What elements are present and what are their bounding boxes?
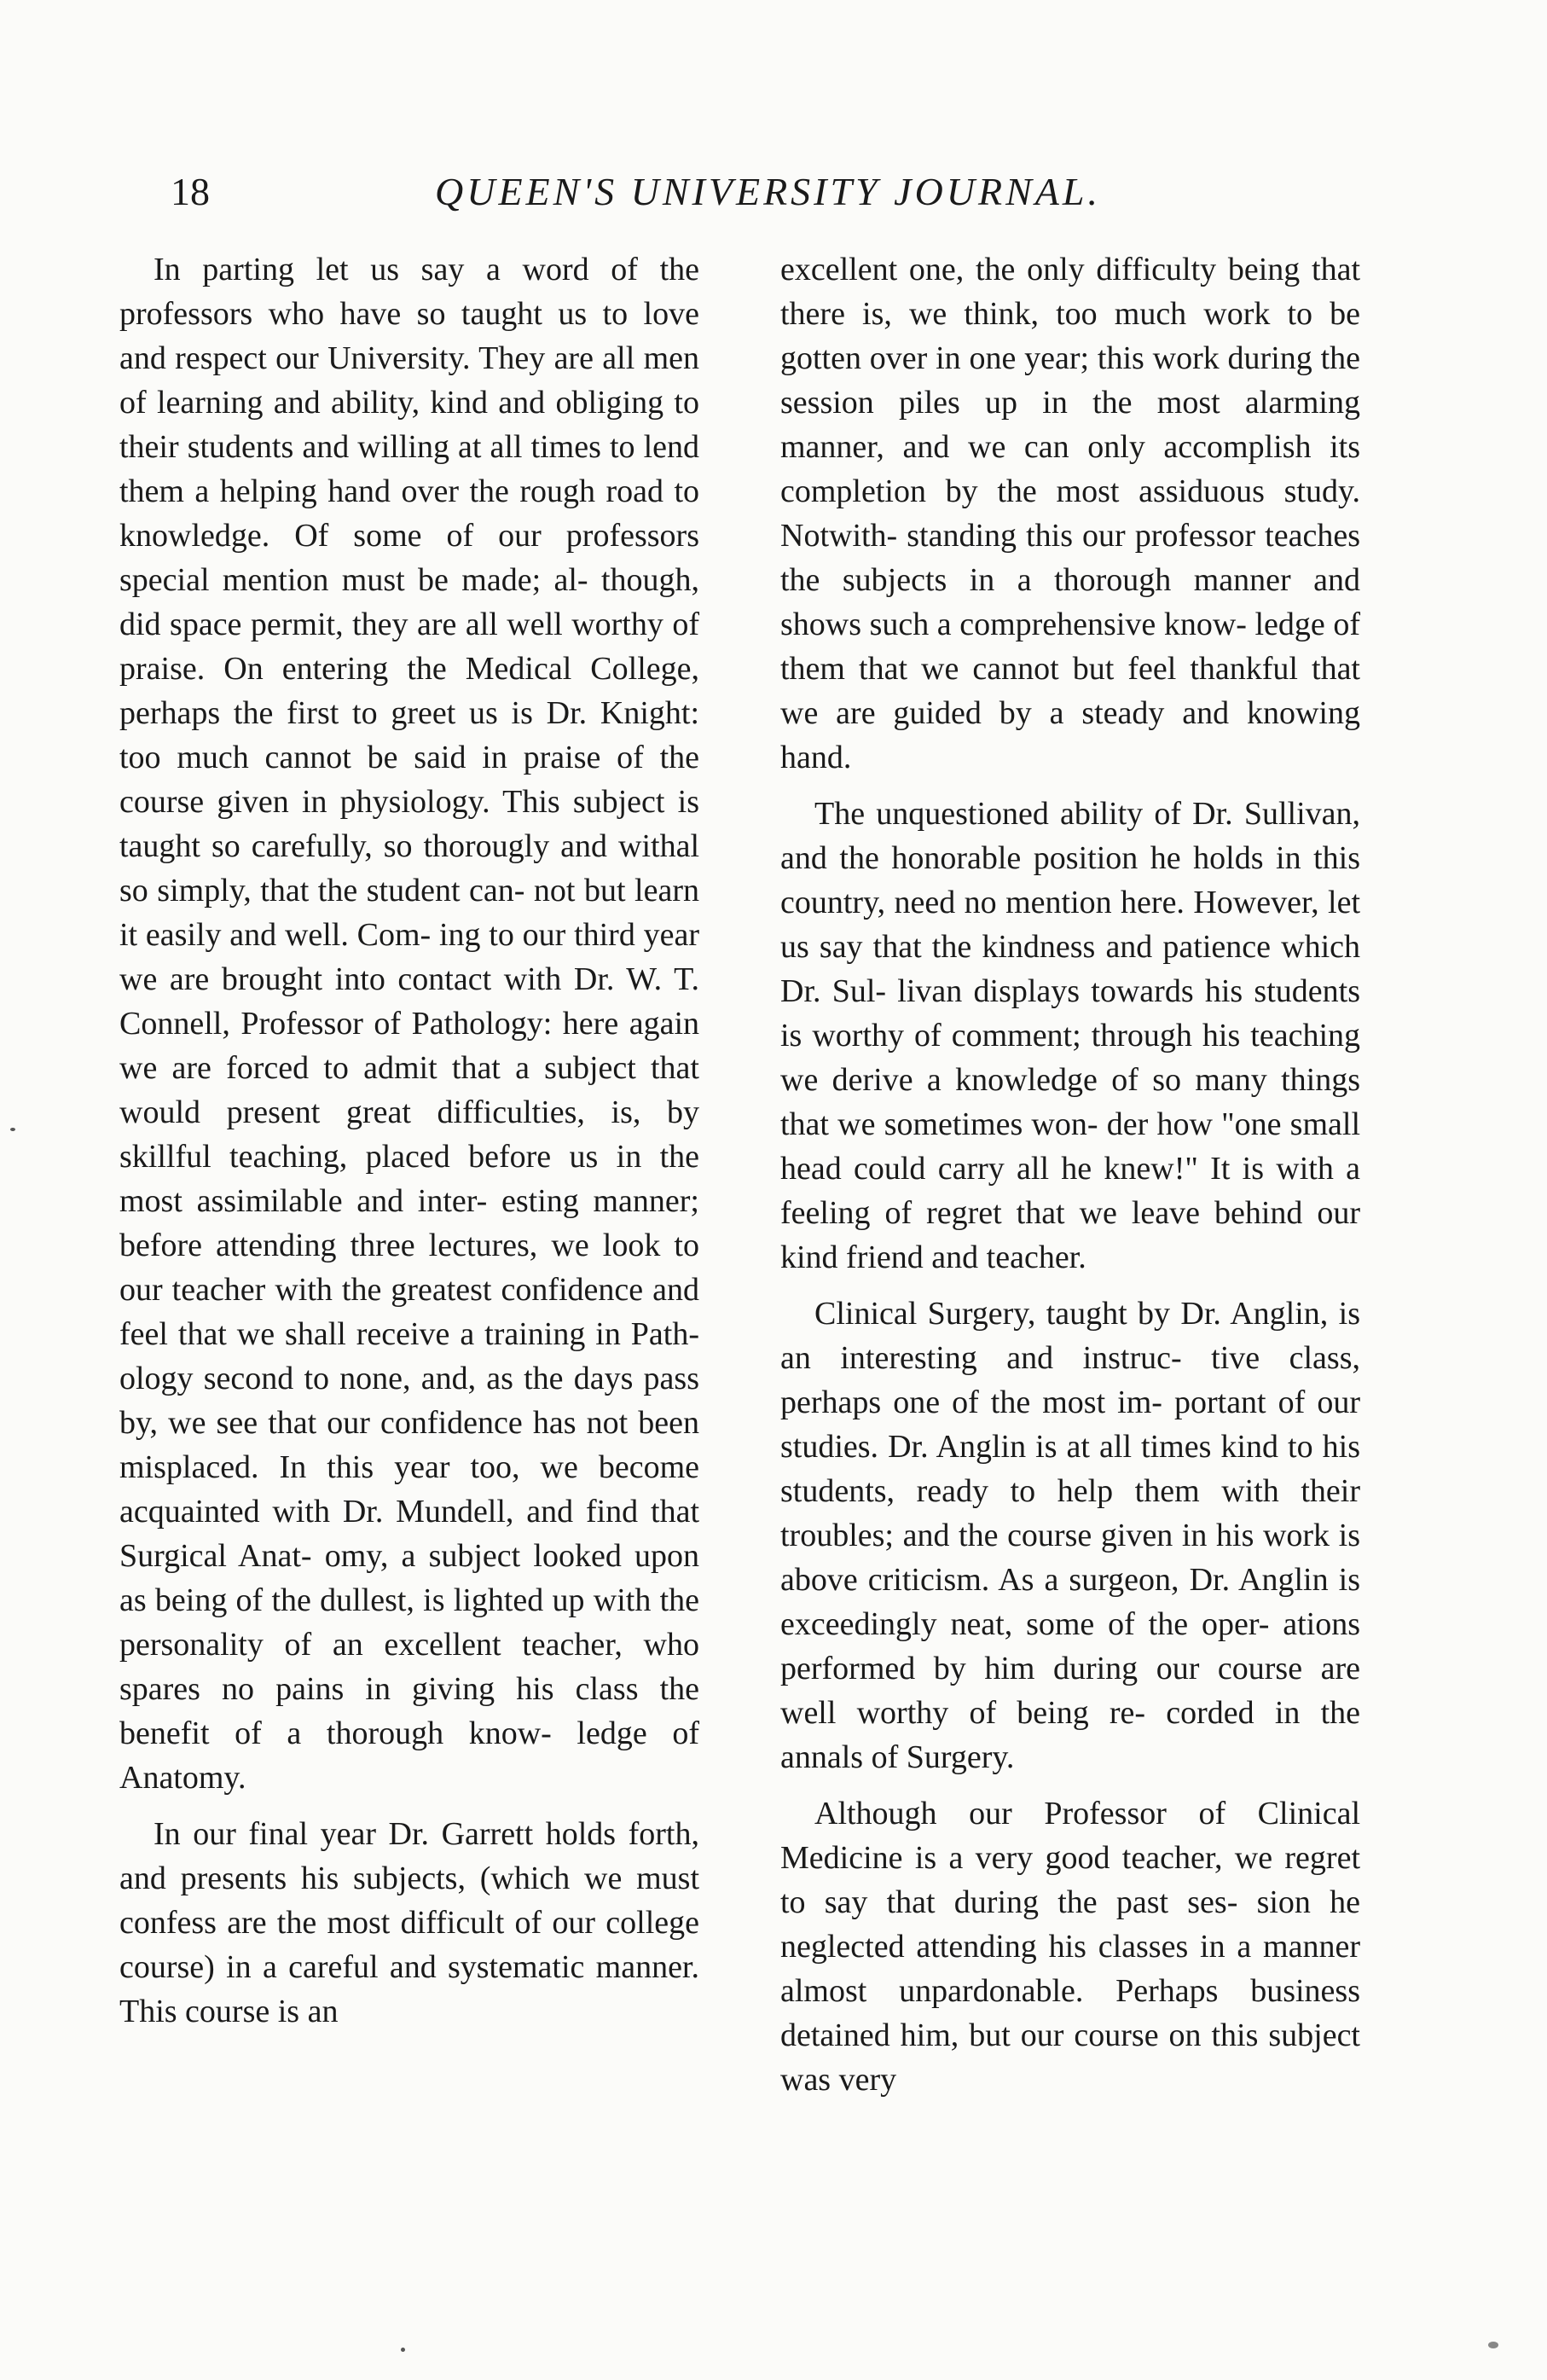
- print-speck: [10, 1128, 15, 1131]
- page-number: 18: [171, 170, 210, 213]
- print-speck: [1488, 2342, 1498, 2348]
- page-header: [171, 162, 1424, 222]
- paragraph-clinical-surgery: Clinical Surgery, taught by Dr. Anglin, is an interesting and instruc- tive class, perhaps one of the most im- portant of our studies. Dr. Anglin is at all times kind to his students, ready to help them with their troubles; and the course given in his work is above criticism. As a surgeon, Dr. Anglin is exceedingly neat, some of the oper- ations performed by him during our course are well worthy of being re- corded in the annals of Surgery.: [780, 1296, 1360, 1775]
- right-column: [780, 247, 1360, 2114]
- paragraph-clinical-medicine: Although our Professor of Clinical Medicine is a very good teacher, we regret to say that during the past ses- sion he neglected attending his classes in a manner almost unpardonable. Perhaps business detained him, but our course on this subject was very: [780, 1796, 1360, 2098]
- paragraph-final-year: In our final year Dr. Garrett holds forth, and presents his subjects, (which we must confess are the most difficult of our college course) in a careful and systematic manner. This course is an: [119, 1816, 699, 2029]
- paragraph-continued: excellent one, the only difficulty being that there is, we think, too much work to be gotten over in one year; this work during the session piles up in the most alarming manner, and we can only accomplish its completion by the most assiduous study. Notwith- standing this our professor teaches the subjects in a thorough manner and shows such a comprehensive know- ledge of them that we cannot but feel thankful that we are guided by a steady and knowing hand.: [780, 252, 1360, 775]
- running-title: QUEEN'S UNIVERSITY JOURNAL.: [435, 170, 1101, 213]
- paragraph-professors: In parting let us say a word of the professors who have so taught us to love and respect our University. They are all men of learning and ability, kind and obliging to their students and willing at all times to lend them a helping hand over the rough road to knowledge. Of some of our professors special mention must be made; al- though, did space permit, they are all well worthy of praise. On entering the Medical College, perhaps the first to greet us is Dr. Knight: too much cannot be said in praise of the course given in physiology. This subject is taught so carefully, so thorougly and withal so simply, that the student can- not but learn it easily and well. Com- ing to our third year we are brought into contact with Dr. W. T. Connell, Professor of Pathology: here again we are forced to admit that a subject that would present great difficulties, is, by skillful teaching, placed before us in the most assimilable and inter- esting manner; before attending three lectures, we look to our teacher with the greatest confidence and feel that we shall receive a training in Path- ology second to none, and, as the days pass by, we see that our confidence has not been misplaced. In this year too, we become acquainted with Dr. Mundell, and find that Surgical Anat- omy, a subject looked upon as being of the dullest, is lighted up with the personality of an excellent teacher, who spares no pains in giving his class the benefit of a thorough know- ledge of Anatomy.: [119, 252, 699, 1796]
- paragraph-sullivan: The unquestioned ability of Dr. Sullivan, and the honorable position he holds in this country, need no mention here. However, let us say that the kindness and patience which Dr. Sul- livan displays towards his students is worthy of comment; through his teaching we derive a knowledge of so many things that we sometimes won- der how "one small head could carry all he knew!" It is with a feeling of regret that we leave behind our kind friend and teacher.: [780, 796, 1360, 1275]
- print-speck: [401, 2348, 405, 2352]
- left-column: [119, 247, 699, 2046]
